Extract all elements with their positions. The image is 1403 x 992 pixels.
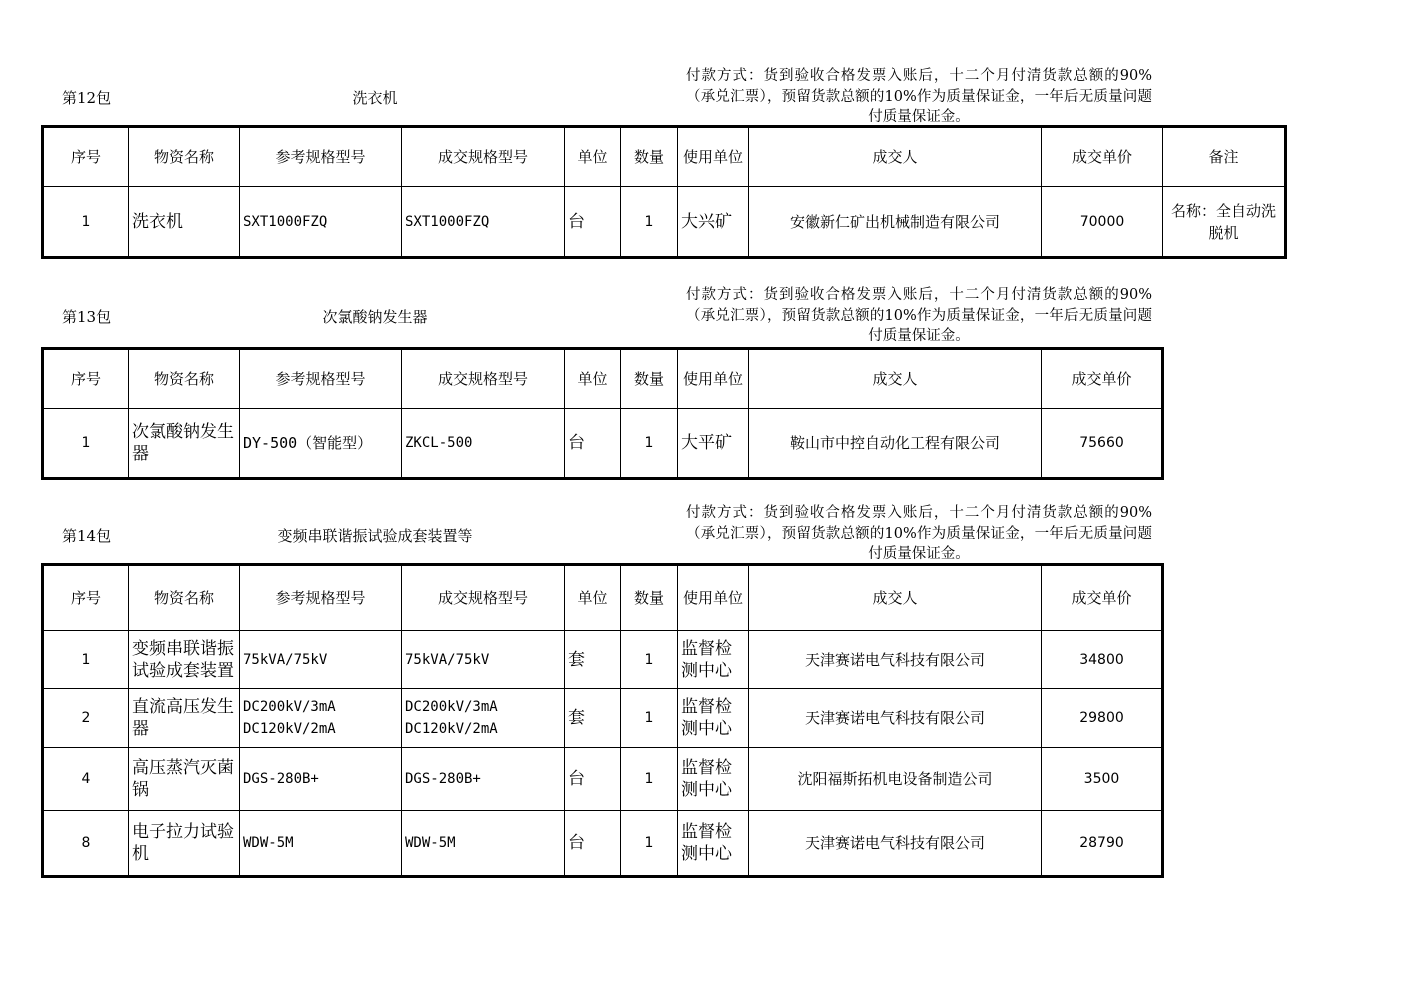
col-header: 物资名称 [129, 127, 240, 187]
cell-qty: 1 [621, 689, 678, 748]
cell-no: 2 [43, 689, 129, 748]
deal-spec-line: DC120kV/2mA [405, 721, 498, 737]
cell-name: 电子拉力试验机 [129, 811, 240, 877]
cell-unit: 台 [565, 187, 621, 258]
col-header: 使用单位 [678, 127, 749, 187]
col-header: 单位 [565, 565, 621, 631]
cell-winner: 天津赛诺电气科技有限公司 [749, 811, 1042, 877]
table-header [43, 565, 1163, 631]
package-table [41, 347, 1164, 480]
cell-ref-spec: 75kVA/75kV [240, 631, 402, 689]
table-header [43, 349, 1163, 409]
cell-deal-spec: DGS-280B+ [402, 748, 565, 811]
col-header: 成交单价 [1042, 127, 1163, 187]
cell-deal-spec: SXT1000FZQ [402, 187, 565, 258]
cell-price: 29800 [1042, 689, 1163, 748]
payment-terms: 付款方式：货到验收合格发票入账后，十二个月付清货款总额的90%（承兑汇票），预留货款总额的10%作为质量保证金，一年后无质量问题付质量保证金。 [686, 68, 1152, 125]
cell-winner: 安徽新仁矿出机械制造有限公司 [749, 187, 1042, 258]
cell-name [129, 631, 240, 689]
col-header: 序号 [43, 127, 129, 187]
col-header: 物资名称 [129, 565, 240, 631]
cell-ref-spec: DGS-280B+ [240, 748, 402, 811]
package-label: 第14包 [62, 527, 112, 545]
col-header: 成交规格型号 [402, 349, 565, 409]
cell-user: 大平矿 [678, 409, 749, 479]
cell-qty: 1 [621, 409, 678, 479]
col-header: 序号 [43, 565, 129, 631]
cell-deal-spec [402, 689, 565, 748]
col-header: 成交人 [749, 127, 1042, 187]
cell-name: 洗衣机 [129, 187, 240, 258]
table-row [43, 631, 1163, 689]
col-header: 备注 [1163, 127, 1286, 187]
cell-deal-spec: WDW-5M [402, 811, 565, 877]
payment-terms: 付款方式：货到验收合格发票入账后，十二个月付清货款总额的90%（承兑汇票），预留货款总额的10%作为质量保证金，一年后无质量问题付质量保证金。 [686, 505, 1152, 562]
cell-price: 28790 [1042, 811, 1163, 877]
cell-no: 1 [43, 187, 129, 258]
cell-user: 监督检测中心 [678, 811, 749, 877]
col-header: 使用单位 [678, 349, 749, 409]
cell-ref-spec: WDW-5M [240, 811, 402, 877]
col-header: 成交规格型号 [402, 565, 565, 631]
col-header: 序号 [43, 349, 129, 409]
col-header: 参考规格型号 [240, 349, 402, 409]
cell-note: 名称：全自动洗脱机 [1163, 187, 1286, 258]
cell-price: 70000 [1042, 187, 1163, 258]
col-header: 使用单位 [678, 565, 749, 631]
col-header: 成交规格型号 [402, 127, 565, 187]
cell-user: 监督检测中心 [678, 748, 749, 811]
cell-price: 3500 [1042, 748, 1163, 811]
col-header: 成交人 [749, 565, 1042, 631]
cell-user: 大兴矿 [678, 187, 749, 258]
cell-ref-spec [240, 689, 402, 748]
col-header: 成交单价 [1042, 349, 1163, 409]
table-header [43, 127, 1286, 187]
cell-unit: 台 [565, 748, 621, 811]
col-header: 数量 [621, 565, 678, 631]
col-header: 数量 [621, 127, 678, 187]
cell-qty: 1 [621, 187, 678, 258]
cell-unit: 台 [565, 811, 621, 877]
cell-winner: 天津赛诺电气科技有限公司 [749, 689, 1042, 748]
cell-name: 次氯酸钠发生器 [129, 409, 240, 479]
deal-spec-line: DC200kV/3mA [405, 699, 498, 715]
cell-name-text: 变频串联谐振试验成套装置 [132, 638, 234, 681]
col-header: 成交人 [749, 349, 1042, 409]
cell-user: 监督检测中心 [678, 689, 749, 748]
package-label: 第12包 [62, 89, 112, 107]
payment-terms: 付款方式：货到验收合格发票入账后，十二个月付清货款总额的90%（承兑汇票），预留货款总额的10%作为质量保证金，一年后无质量问题付质量保证金。 [686, 287, 1152, 344]
cell-no: 1 [43, 631, 129, 689]
cell-deal-spec: ZKCL-500 [402, 409, 565, 479]
package-label: 第13包 [62, 308, 112, 326]
package-table [41, 563, 1164, 878]
cell-no: 4 [43, 748, 129, 811]
cell-price: 34800 [1042, 631, 1163, 689]
ref-spec-line: DC120kV/2mA [243, 721, 336, 737]
cell-price: 75660 [1042, 409, 1163, 479]
cell-winner: 沈阳福斯拓机电设备制造公司 [749, 748, 1042, 811]
cell-qty: 1 [621, 811, 678, 877]
cell-qty: 1 [621, 631, 678, 689]
col-header: 数量 [621, 349, 678, 409]
cell-name: 高压蒸汽灭菌锅 [129, 748, 240, 811]
ref-spec-line: DC200kV/3mA [243, 699, 336, 715]
cell-no: 1 [43, 409, 129, 479]
table-row [43, 187, 1286, 258]
col-header: 参考规格型号 [240, 565, 402, 631]
col-header: 参考规格型号 [240, 127, 402, 187]
table-row [43, 811, 1163, 877]
col-header: 成交单价 [1042, 565, 1163, 631]
package-title: 变频串联谐振试验成套装置等 [277, 527, 473, 545]
table-row [43, 689, 1163, 748]
cell-qty: 1 [621, 748, 678, 811]
col-header: 单位 [565, 127, 621, 187]
cell-deal-spec: 75kVA/75kV [402, 631, 565, 689]
package-table [41, 125, 1287, 259]
cell-unit: 套 [565, 689, 621, 748]
table-row [43, 409, 1163, 479]
cell-winner: 天津赛诺电气科技有限公司 [749, 631, 1042, 689]
cell-ref-spec: SXT1000FZQ [240, 187, 402, 258]
cell-ref-spec: DY-500（智能型） [240, 409, 402, 479]
cell-name: 直流高压发生器 [129, 689, 240, 748]
cell-user: 监督检测中心 [678, 631, 749, 689]
cell-no: 8 [43, 811, 129, 877]
package-title: 次氯酸钠发生器 [322, 308, 428, 326]
cell-winner: 鞍山市中控自动化工程有限公司 [749, 409, 1042, 479]
cell-unit: 台 [565, 409, 621, 479]
package-title: 洗衣机 [352, 89, 398, 107]
col-header: 物资名称 [129, 349, 240, 409]
col-header: 单位 [565, 349, 621, 409]
cell-unit: 套 [565, 631, 621, 689]
table-row [43, 748, 1163, 811]
